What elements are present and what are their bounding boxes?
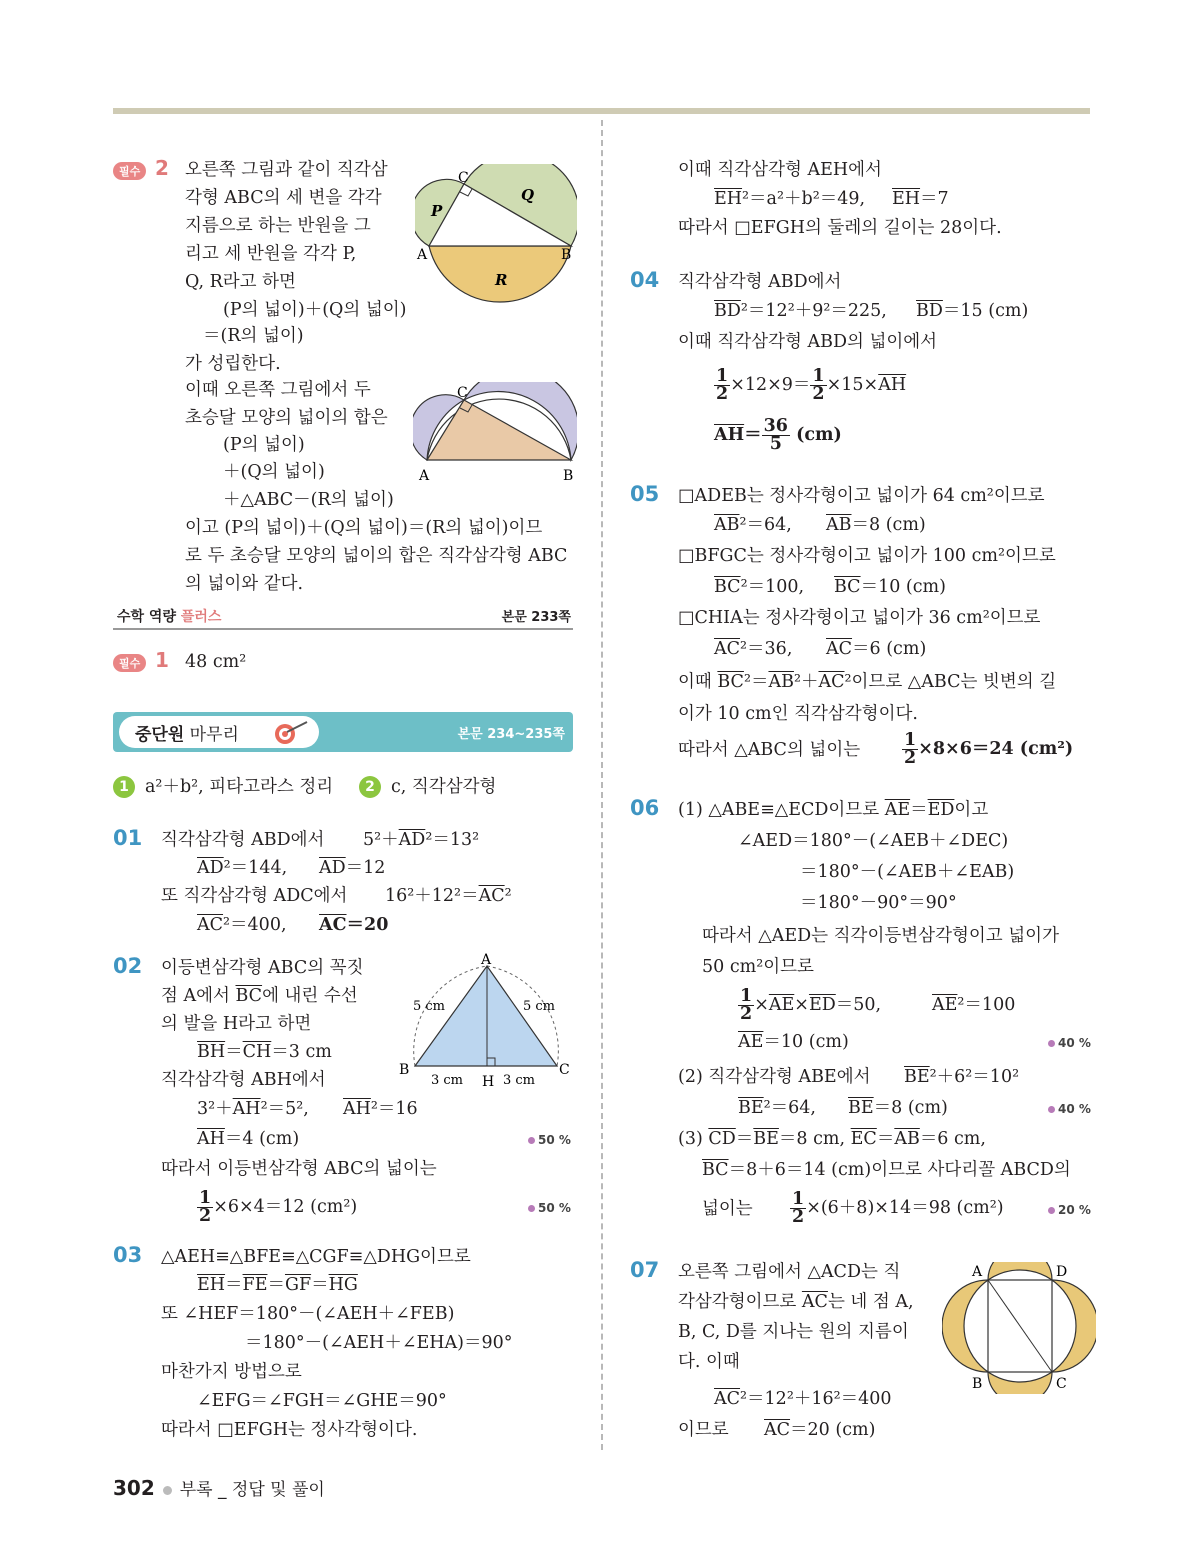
problem-number: 01 [113, 826, 143, 850]
eq-part: ＝20 [346, 915, 389, 935]
banner-ref: 본문 234~235쪽 [457, 727, 565, 742]
eq-part: ²＝12²＋9²＝225, [740, 301, 887, 321]
eq-part: ＝ [267, 1275, 285, 1295]
frac-top: 1 [740, 986, 753, 1006]
eq-segment: $\overline{BD}$ [916, 301, 943, 321]
problem-number: 05 [630, 482, 660, 506]
equation [319, 856, 385, 880]
answer-circle-2: 2 [359, 776, 381, 798]
summary-answer-2: c, 직각삼각형 [391, 777, 497, 797]
equation [197, 1273, 358, 1297]
equation [834, 575, 946, 599]
equation [385, 884, 512, 908]
banner-title-a: 중단원 [135, 725, 185, 745]
fig-label-d: D [1056, 1264, 1068, 1280]
eq-segment: $\overline{ED}$ [927, 800, 955, 820]
page-number: 302 [113, 1476, 155, 1500]
text-part: ²＝ [743, 672, 769, 692]
fraction [902, 732, 918, 767]
fig-label-b: B [399, 1062, 410, 1078]
eq-part: 5²＋ [363, 830, 399, 850]
text-part: (3) [678, 1129, 709, 1149]
text-line: 넓이는 [702, 1199, 753, 1219]
eq-part: ²＝64, [739, 515, 792, 535]
text-line: ＝(R의 넓이) [203, 326, 304, 346]
text-line: 각형 ABC의 세 변을 각각 [185, 188, 382, 208]
text-line: 따라서 □EFGH의 둘레의 길이는 28이다. [678, 218, 1002, 238]
banner-title-b: 마무리 [184, 725, 239, 745]
eq-part: ²＝36, [740, 639, 793, 659]
equation [738, 988, 881, 1023]
score-percent: 40 % [1048, 1102, 1091, 1116]
text-line: Q, R라고 하면 [185, 272, 296, 292]
eq-part: ＝50, [835, 995, 882, 1015]
eq-part: ²＋6²＝10² [929, 1067, 1020, 1087]
eq-part: ＝ [311, 1275, 329, 1295]
equation [916, 299, 1028, 323]
eq-segment: $\overline{EH}$ [892, 189, 921, 209]
eq-segment: $\overline{AC}$ [714, 1389, 741, 1409]
banner-title [135, 720, 239, 745]
problem-number: 2 [155, 156, 169, 180]
text-part: ＝8 cm, [778, 1129, 851, 1149]
text-part: 각삼각형이므로 [678, 1292, 802, 1312]
equation [197, 1127, 299, 1151]
equation [904, 1065, 1019, 1089]
text-part: ＝ [876, 1129, 895, 1149]
text-part: ²＋ [793, 672, 819, 692]
text-part: 이때 [678, 672, 718, 692]
equation [714, 575, 804, 599]
lune-figure [413, 382, 577, 486]
text-part: 이고 [954, 800, 989, 820]
eq-part: ² [504, 886, 512, 906]
text-line [678, 798, 988, 822]
eq-segment: $\overline{BC}$ [834, 577, 861, 597]
fraction [810, 368, 826, 403]
frac-bottom: 2 [904, 748, 917, 768]
required-tag: 필수 [113, 162, 146, 180]
eq-segment: $\overline{BC}$ [717, 672, 744, 692]
equation [714, 513, 792, 537]
text-line: (2) 직각삼각형 ABE에서 [678, 1067, 871, 1087]
equation [714, 299, 887, 323]
equation [826, 637, 926, 661]
text-line: 오른쪽 그림과 같이 직각삼 [185, 160, 388, 180]
eq-part: ²＝100, [740, 577, 805, 597]
text-part: 는 네 점 A, [827, 1292, 914, 1312]
score-percent: 50 % [528, 1201, 571, 1215]
frac-top: 1 [199, 1188, 212, 1208]
page-footer [113, 1475, 325, 1500]
text-line: 초승달 모양의 넓이의 합은 [185, 408, 388, 428]
fig-label-a: A [417, 247, 428, 263]
text-line: 직각삼각형 ABD에서 [161, 830, 325, 850]
eq-segment: $\overline{BD}$ [714, 301, 741, 321]
text-line [161, 984, 358, 1008]
text-line: (P의 넓이) [223, 435, 305, 455]
top-bar [113, 108, 1090, 114]
eq-part: ＝8 (cm) [851, 515, 926, 535]
text-line: 오른쪽 그림에서 △ACD는 직 [678, 1262, 901, 1282]
eq-segment: $\overline{AB}$ [826, 515, 852, 535]
eq-segment: $\overline{AE}$ [932, 995, 958, 1015]
text-part: 에 내린 수선 [262, 986, 358, 1006]
fig-label-c: C [1056, 1376, 1067, 1392]
equation [714, 637, 792, 661]
equation [902, 732, 1073, 767]
eq-part: ＝7 [920, 189, 949, 209]
score-percent: 40 % [1048, 1036, 1091, 1050]
text-line: 의 발을 H라고 하면 [161, 1014, 312, 1034]
eq-part: ²＝12²＋16²＝400 [740, 1389, 892, 1409]
eq-part: ＝6 (cm) [852, 639, 927, 659]
column-divider [601, 120, 603, 1450]
frac-top: 1 [792, 1189, 805, 1209]
text-line: 이고 (P의 넓이)＋(Q의 넓이)＝(R의 넓이)이므 [185, 518, 543, 538]
text-line: 직각삼각형 ABH에서 [161, 1070, 326, 1090]
footer-text: 부록 _ 정답 및 풀이 [179, 1480, 325, 1500]
eq-segment: $\overline{AE}$ [768, 995, 795, 1015]
frac-bottom: 2 [792, 1207, 805, 1227]
text-part: ²이므로 △ABC는 빗변의 길 [844, 672, 1057, 692]
fig-label-q: Q [521, 186, 535, 204]
eq-part: ＝ [225, 1042, 243, 1062]
text-line: 50 cm²이므로 [702, 957, 814, 977]
eq-part: (cm) [789, 425, 842, 445]
circle-square-figure [942, 1262, 1096, 1394]
eq-part: 3²＋ [197, 1099, 233, 1119]
frac-top: 1 [716, 366, 729, 386]
text-part: (1) △ABE≡△ECD이므로 [678, 800, 885, 820]
plus-label-b: 플러스 [180, 609, 222, 625]
equation [714, 368, 906, 403]
frac-bottom: 2 [740, 1004, 753, 1024]
text-line: B, C, D를 지나는 원의 지름이 [678, 1322, 909, 1342]
equation [892, 187, 949, 211]
eq-segment: $\overline{EC}$ [850, 1129, 877, 1149]
equation [714, 1387, 892, 1411]
frac-bottom: 5 [769, 434, 782, 454]
eq-part: ＝ [225, 1275, 243, 1295]
eq-segment: $\overline{BC}$ [714, 577, 741, 597]
fig-label-a: A [972, 1264, 983, 1280]
isosceles-triangle-figure [395, 952, 575, 1092]
equation [738, 1096, 816, 1120]
eq-segment: $\overline{AB}$ [894, 1129, 920, 1149]
eq-part: ²＝5², [260, 1099, 309, 1119]
frac-top: 1 [812, 366, 825, 386]
eq-part: ＝10 (cm) [860, 577, 946, 597]
text-line: 가 성립한다. [185, 354, 281, 374]
eq-part: × [794, 995, 809, 1015]
text-line: □BFGC는 정사각형이고 넓이가 100 cm²이므로 [678, 546, 1056, 566]
problem-number: 02 [113, 954, 143, 978]
eq-segment: $\overline{AH}$ [714, 425, 745, 445]
text-line: 이때 직각삼각형 ABD의 넓이에서 [678, 332, 938, 352]
fraction [197, 1190, 213, 1225]
eq-part: ＝20 (cm) [790, 1420, 876, 1440]
eq-segment: $\overline{EH}$ [197, 1275, 226, 1295]
eq-segment: $\overline{AH}$ [232, 1099, 261, 1119]
fig-label-p: P [431, 202, 443, 220]
text-line: ＋△ABC－(R의 넓이) [223, 490, 394, 510]
eq-segment: $\overline{AB}$ [714, 515, 740, 535]
eq-segment: $\overline{AC}$ [826, 639, 853, 659]
equation [197, 1097, 309, 1121]
eq-segment: $\overline{GF}$ [284, 1275, 312, 1295]
eq-segment: $\overline{BC}$ [702, 1160, 729, 1180]
eq-segment: $\overline{BC}$ [235, 986, 263, 1006]
fig-side-2: 5 cm [523, 999, 556, 1014]
frac-top: 1 [904, 730, 917, 750]
summary-answer-1: a²＋b², 피타고라스 정리 [145, 777, 334, 797]
equation [738, 1030, 849, 1054]
text-line: 리고 세 반원을 각각 P, [185, 244, 357, 264]
eq-segment: $\overline{BE}$ [904, 1067, 930, 1087]
equation [848, 1096, 948, 1120]
eq-segment: $\overline{FE}$ [242, 1275, 268, 1295]
text-line [702, 1158, 1071, 1182]
equation [790, 1191, 1004, 1226]
text-line: 다. 이때 [678, 1352, 740, 1372]
eq-part: ²＝100 [957, 995, 1016, 1015]
fig-label-c: C [559, 1062, 570, 1078]
eq-segment: $\overline{EH}$ [714, 189, 743, 209]
fraction [738, 988, 754, 1023]
eq-segment: $\overline{AC}$ [818, 672, 845, 692]
text-line: 또 직각삼각형 ADC에서 [161, 886, 348, 906]
text-line: ＝180°－(∠AEB＋∠EAB) [800, 862, 1015, 882]
equation [197, 1190, 357, 1225]
equation [197, 1040, 332, 1064]
eq-part: ×12×9＝ [730, 375, 811, 395]
eq-segment: $\overline{BE}$ [848, 1098, 874, 1118]
math-plus-bar [113, 606, 573, 630]
eq-segment: $\overline{CH}$ [242, 1042, 272, 1062]
eq-part: ＝3 cm [271, 1042, 332, 1062]
eq-segment: $\overline{AC}$ [714, 639, 741, 659]
problem-number: 06 [630, 796, 660, 820]
equation [826, 513, 926, 537]
score-percent: 20 % [1048, 1203, 1091, 1217]
banner-title-box [119, 716, 319, 748]
target-icon [269, 718, 313, 746]
equation [319, 913, 388, 937]
eq-part: 16²＋12²＝ [385, 886, 479, 906]
eq-part: ²＝400, [223, 915, 287, 935]
equation [932, 993, 1015, 1017]
eq-segment: $\overline{AC}$ [478, 886, 505, 906]
eq-part: ²＝64, [763, 1098, 816, 1118]
eq-part: ＝12 [345, 858, 386, 878]
eq-part: ²＝a²＋b²＝49, [742, 189, 866, 209]
fig2-label-b: B [563, 468, 574, 484]
required-tag: 필수 [113, 654, 146, 672]
text-line: 따라서 △ABC의 넓이는 [678, 740, 861, 760]
eq-segment: $\overline{ED}$ [808, 995, 836, 1015]
frac-top: 36 [763, 416, 788, 436]
text-line: 로 두 초승달 모양의 넓이의 합은 직각삼각형 ABC [185, 546, 568, 566]
unit-review-banner [113, 712, 573, 752]
frac-bottom: 2 [812, 384, 825, 404]
text-line [678, 670, 1056, 694]
eq-segment: $\overline{BE}$ [753, 1129, 779, 1149]
text-line: 따라서 △AED는 직각이등변삼각형이고 넓이가 [702, 926, 1059, 946]
text-part: ＝ [735, 1129, 754, 1149]
eq-segment: $\overline{AH}$ [343, 1099, 371, 1119]
text-line: 이때 오른쪽 그림에서 두 [185, 380, 371, 400]
equation [714, 187, 865, 211]
fig-label-a: A [481, 952, 492, 968]
fig-side-1: 5 cm [413, 999, 446, 1014]
eq-segment: $\overline{AD}$ [398, 830, 426, 850]
score-percent: 50 % [528, 1133, 571, 1147]
text-line: ＝180°－90°＝90° [800, 893, 957, 913]
equation [197, 856, 287, 880]
text-line: 이등변삼각형 ABC의 꼭짓 [161, 958, 364, 978]
eq-part: ＝ [744, 425, 762, 445]
eq-part: ＝8 (cm) [873, 1098, 948, 1118]
text-line: 직각삼각형 ABD에서 [678, 272, 842, 292]
eq-segment: $\overline{AD}$ [319, 858, 346, 878]
text-line: 의 넓이와 같다. [185, 574, 304, 594]
fraction [790, 1191, 806, 1226]
eq-part: ×6×4＝12 (cm²) [213, 1197, 358, 1217]
eq-segment: $\overline{BE}$ [738, 1098, 764, 1118]
eq-segment: $\overline{AH}$ [878, 375, 907, 395]
eq-segment: $\overline{AE}$ [738, 1032, 764, 1052]
text-part: ＝ [910, 800, 928, 820]
eq-segment: $\overline{AC}$ [319, 915, 347, 935]
fig-label-c: C [458, 170, 469, 186]
eq-segment: $\overline{AD}$ [197, 858, 224, 878]
answer-circle-1: 1 [113, 776, 135, 798]
text-line: 지름으로 하는 반원을 그 [185, 216, 371, 236]
text-line: ∠EFG＝∠FGH＝∠GHE＝90° [197, 1391, 447, 1411]
eq-segment: $\overline{AH}$ [197, 1129, 225, 1149]
equation [764, 1418, 875, 1442]
text-line: 마찬가지 방법으로 [161, 1362, 302, 1382]
fig-base-2: 3 cm [503, 1073, 536, 1088]
eq-segment: $\overline{HG}$ [328, 1275, 358, 1295]
text-line: 이가 10 cm인 직각삼각형이다. [678, 704, 918, 724]
problem-number: 07 [630, 1258, 660, 1282]
eq-segment: $\overline{AC}$ [197, 915, 224, 935]
text-line: △AEH≡△BFE≡△CGF≡△DHG이므로 [161, 1247, 471, 1267]
plus-label-a: 수학 역량 [117, 609, 181, 625]
text-line: ∠AED＝180°－(∠AEB＋∠DEC) [738, 831, 1009, 851]
fig2-label-c: C [457, 385, 468, 401]
semicircle-figure [415, 164, 577, 314]
frac-bottom: 2 [716, 384, 729, 404]
fig-base-1: 3 cm [431, 1073, 464, 1088]
text-line: □CHIA는 정사각형이고 넓이가 36 cm²이므로 [678, 608, 1041, 628]
eq-part: ²＝13² [425, 830, 480, 850]
eq-segment: $\overline{AE}$ [884, 800, 911, 820]
eq-part: ＝15 (cm) [942, 301, 1029, 321]
text-line: ＋(Q의 넓이) [223, 462, 325, 482]
plus-ref: 본문 233쪽 [501, 610, 571, 625]
eq-part: ＝4 (cm) [224, 1129, 300, 1149]
eq-segment: $\overline{AC}$ [801, 1292, 828, 1312]
eq-part: ²＝144, [223, 858, 288, 878]
answer-text: 48 cm² [185, 652, 247, 672]
equation [714, 418, 842, 453]
eq-part: ×15× [826, 375, 879, 395]
eq-segment: $\overline{AB}$ [768, 672, 794, 692]
text-line: ＝180°－(∠AEH＋∠EHA)＝90° [245, 1333, 513, 1353]
fig-label-h: H [482, 1074, 495, 1090]
text-part: 점 A에서 [161, 986, 236, 1006]
text-part: ＝6 cm, [919, 1129, 986, 1149]
text-line [678, 1127, 986, 1151]
text-part: ＝8＋6＝14 (cm)이므로 사다리꼴 ABCD의 [728, 1160, 1071, 1180]
eq-segment: $\overline{CD}$ [708, 1129, 736, 1149]
eq-part: × [754, 995, 769, 1015]
text-line: 따라서 □EFGH는 정사각형이다. [161, 1420, 418, 1440]
bullet-dot [163, 1486, 172, 1495]
problem-number: 04 [630, 268, 660, 292]
fig2-label-a: A [419, 468, 430, 484]
text-line: 이때 직각삼각형 AEH에서 [678, 160, 882, 180]
text-line: (P의 넓이)＋(Q의 넓이) [223, 300, 407, 320]
fig-label-b: B [972, 1376, 983, 1392]
text-line: 또 ∠HEF＝180°－(∠AEH＋∠FEB) [161, 1304, 455, 1324]
text-line: 따라서 이등변삼각형 ABC의 넓이는 [161, 1159, 437, 1179]
frac-bottom: 2 [199, 1206, 212, 1226]
eq-segment: $\overline{BH}$ [197, 1042, 226, 1062]
fraction [714, 368, 730, 403]
eq-part: ＝10 (cm) [763, 1032, 849, 1052]
eq-segment: $\overline{AC}$ [764, 1420, 791, 1440]
text-line [678, 1290, 914, 1314]
fig-label-b: B [561, 247, 572, 263]
problem-number: 1 [155, 648, 169, 672]
eq-part: ×8×6＝24 (cm²) [918, 739, 1074, 759]
equation [197, 913, 287, 937]
text-line: 이므로 [678, 1420, 729, 1440]
text-line: □ADEB는 정사각형이고 넓이가 64 cm²이므로 [678, 486, 1045, 506]
fig-label-r: R [495, 271, 508, 289]
eq-part: ×(6＋8)×14＝98 (cm²) [806, 1198, 1004, 1218]
problem-number: 03 [113, 1243, 143, 1267]
fraction [762, 418, 790, 453]
equation [343, 1097, 418, 1121]
eq-part: ²＝16 [370, 1099, 418, 1119]
equation [363, 828, 479, 852]
plus-label [117, 606, 221, 626]
